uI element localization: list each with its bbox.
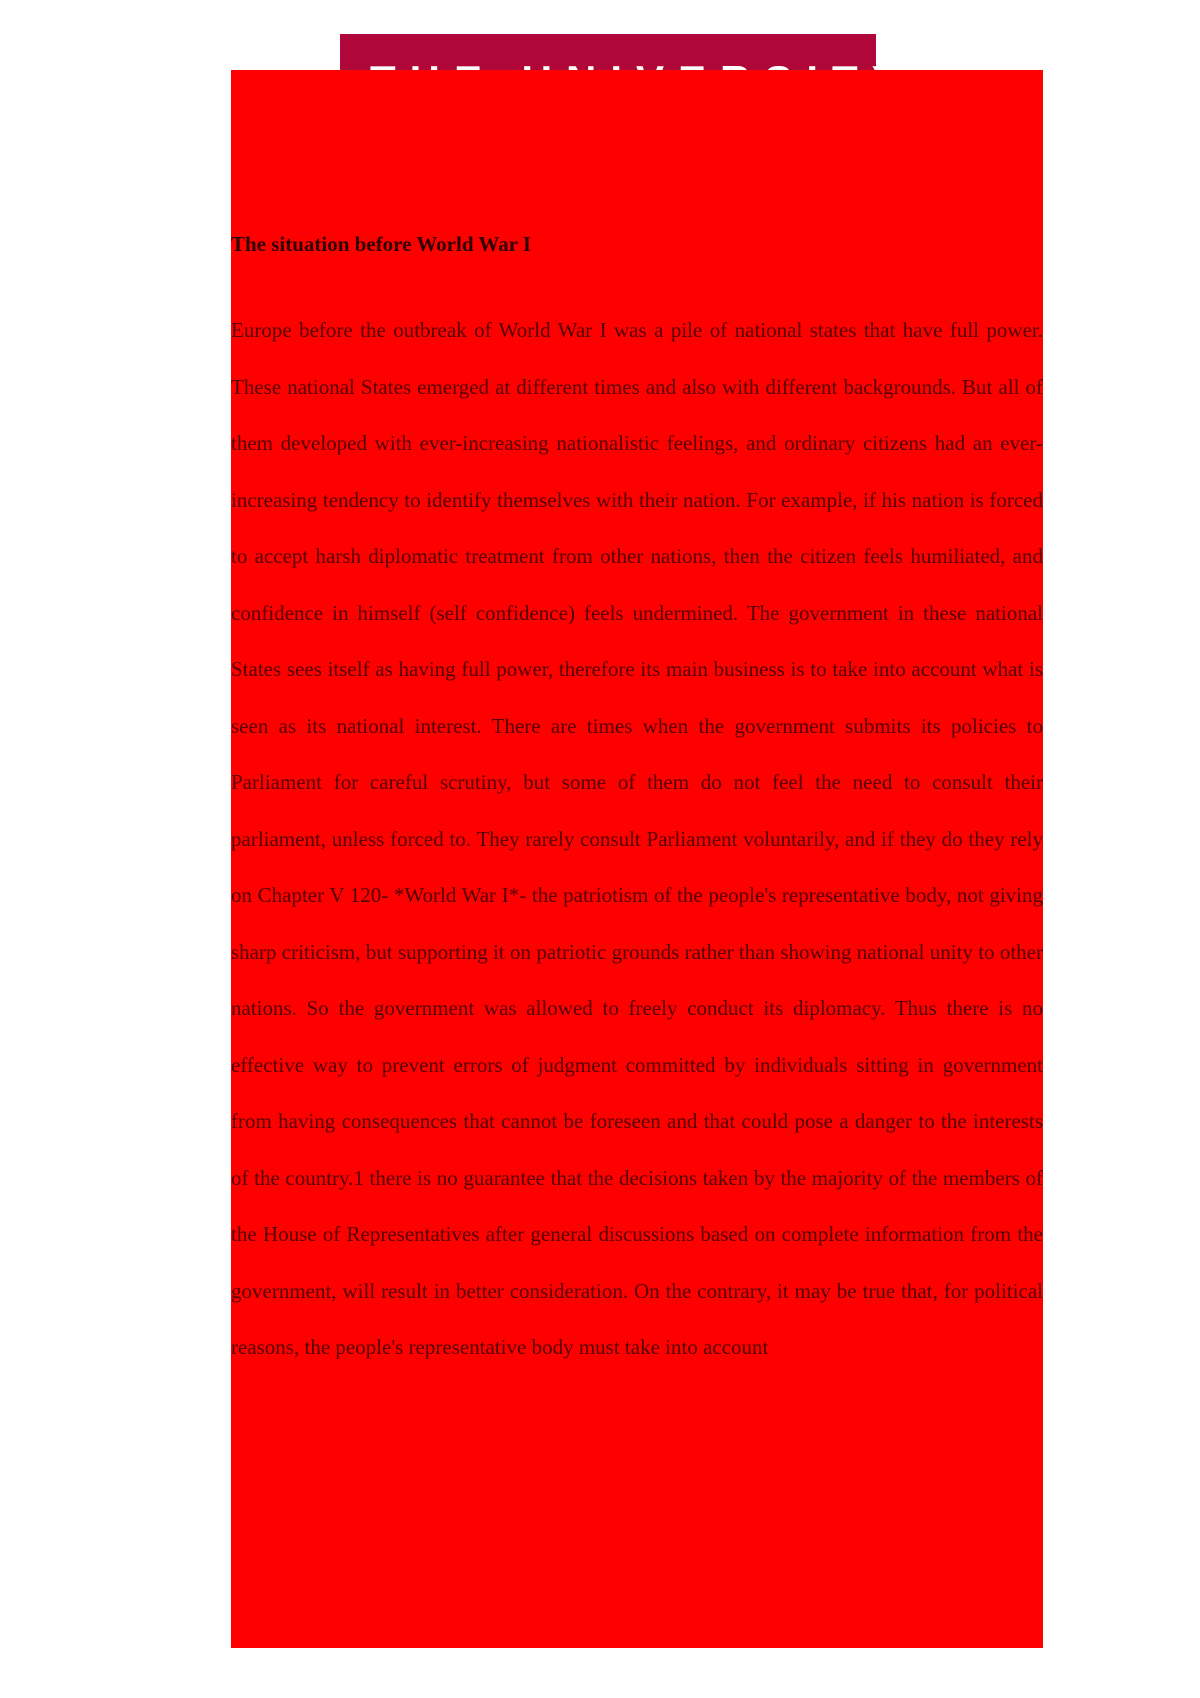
body-paragraph: Europe before the outbreak of World War I was a pile of national states that have full power. These national States emerged at different times and also with different backgrounds. But all of them developed with ever-increasing nationalistic feelings, and ordinary citizens had an ever-increasing tendency to identify themselves with their nation. For example, if his nation is forced to accept harsh diplomatic treatment from other nations, then the citizen feels humiliated, and confidence in himself (self confidence) feels undermined. The government in these national States sees itself as having full power, therefore its main business is to take into account what is seen as its national interest. There are times when the government submits its policies to Parliament for careful scrutiny, but some of them do not feel the need to consult their parliament, unless forced to. They rarely consult Parliament voluntarily, and if they do they rely on Chapter V 120- *World War I*- the patriotism of the people's representative body, not giving sharp criticism, but supporting it on patriotic grounds rather than showing national unity to other nations. So the government was allowed to freely conduct its diplomacy. Thus there is no effective way to prevent errors of judgment committed by individuals sitting in government from having consequences that cannot be foreseen and that could pose a danger to the interests of the country.1 there is no guarantee that the decisions taken by the majority of the members of the House of Representatives after general discussions based on complete information from the government, will result in better consideration. On the contrary, it may be true that, for political reasons, the people's representative body must take into account [231,318,1043,1359]
document-page [231,70,1043,1648]
section-heading: The situation before World War I [231,232,532,256]
